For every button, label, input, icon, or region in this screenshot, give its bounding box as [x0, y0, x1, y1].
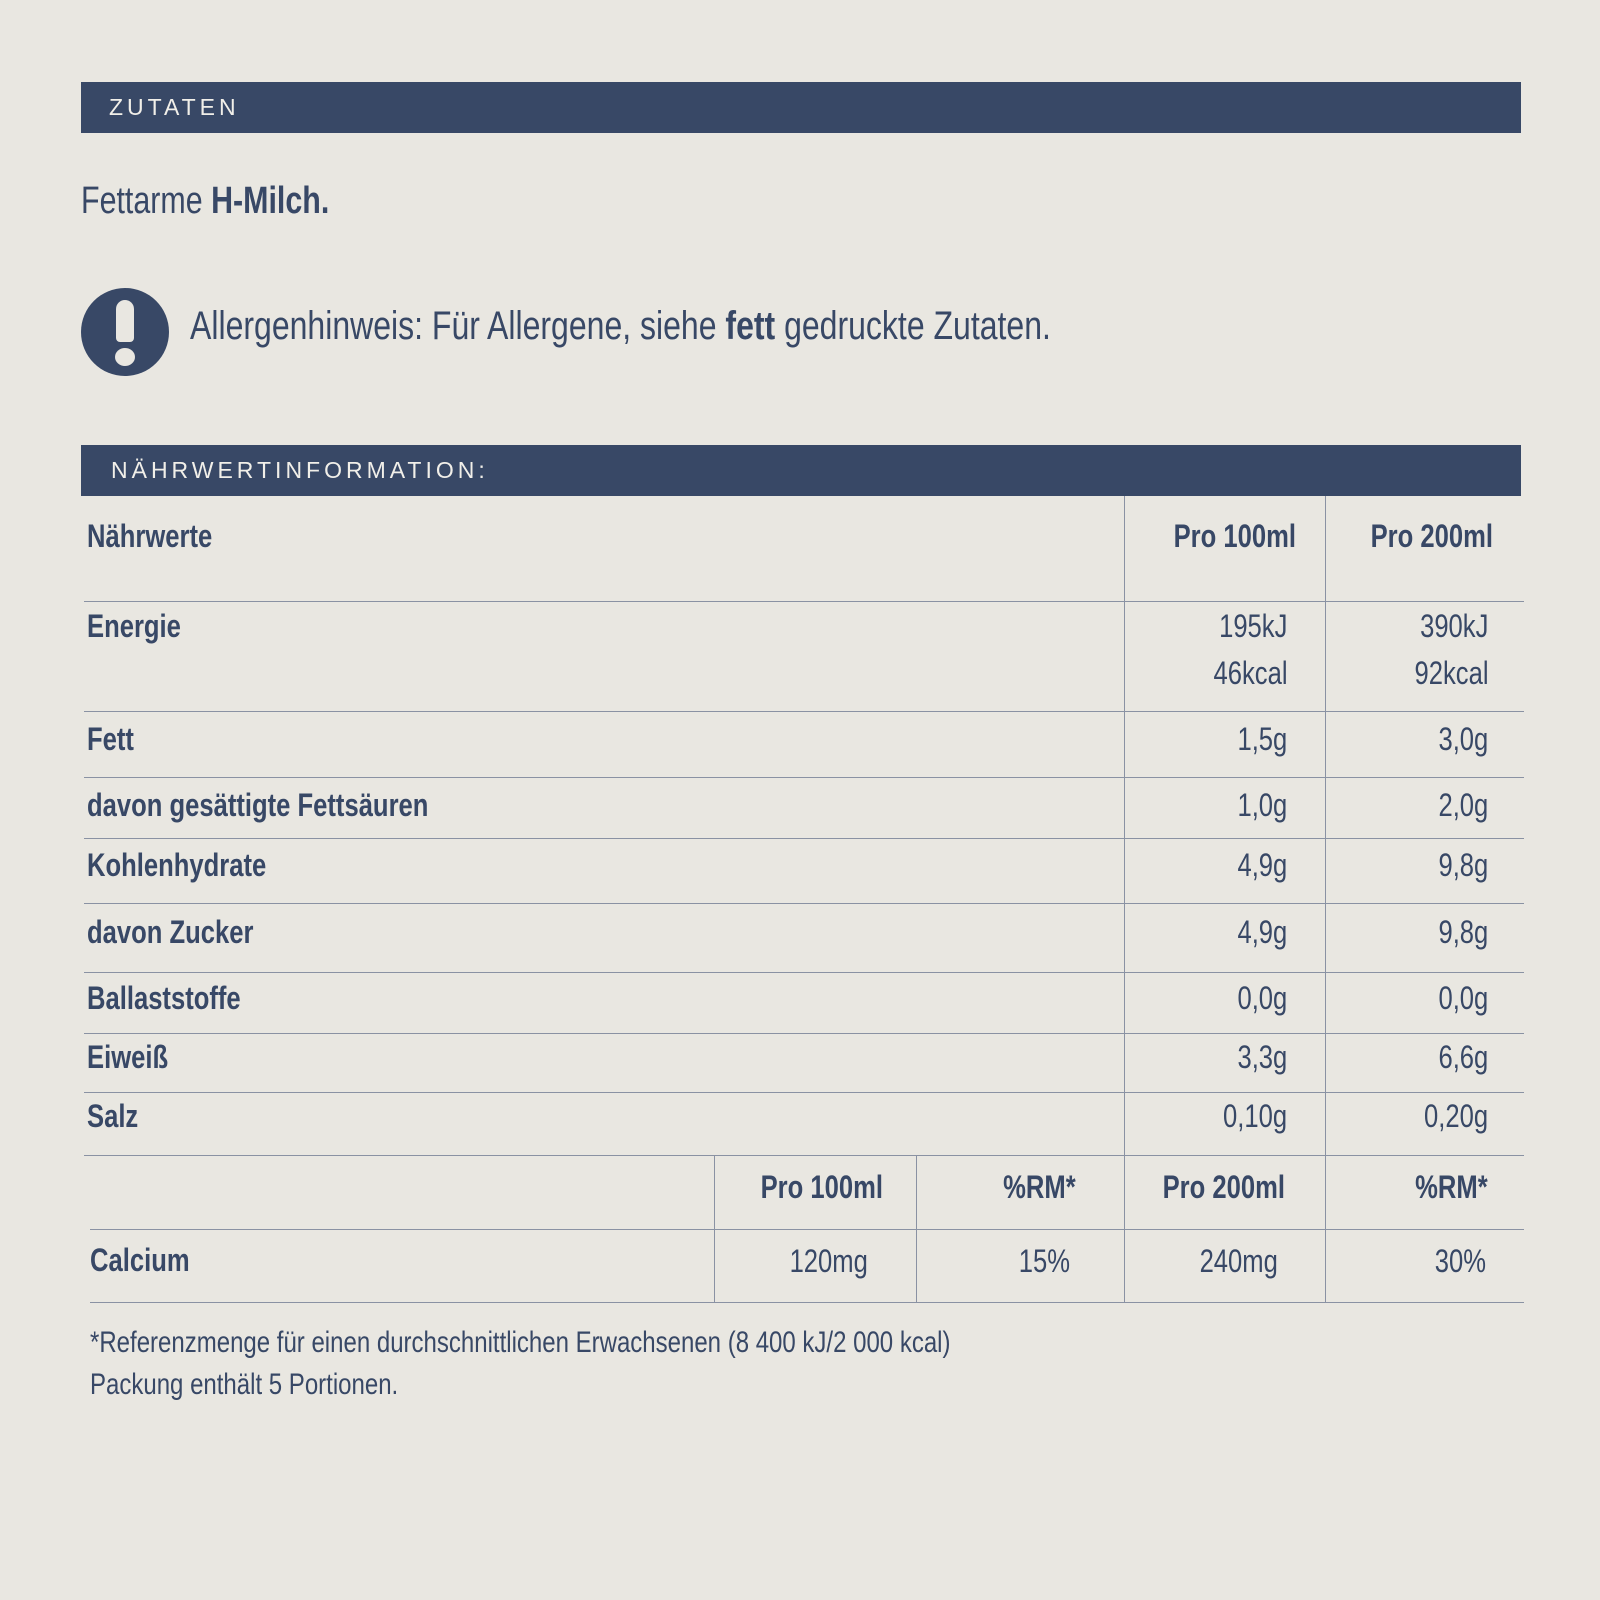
vitamin-value-200: 240mg: [1199, 1243, 1278, 1279]
vitamin-value-100: 120mg: [789, 1243, 868, 1279]
nutrition-heading-bar: [81, 445, 1521, 496]
vitamin-rm-100: 15%: [1018, 1243, 1070, 1279]
row-divider: [90, 1302, 1524, 1303]
nutrient-label: davon gesättigte Fettsäuren: [87, 787, 429, 823]
exclamation-icon: [81, 288, 169, 376]
nutrient-value-200: 0,0g: [1438, 980, 1488, 1016]
nutrition-header-col1: Pro 100ml: [1173, 518, 1296, 554]
row-divider: [84, 711, 1524, 712]
nutrient-value-100: 0,0g: [1237, 980, 1287, 1016]
footnote-line2: Packung enthält 5 Portionen.: [90, 1368, 399, 1401]
nutrition-header-label: Nährwerte: [87, 518, 213, 554]
vitamin-header-rm100: %RM*: [1003, 1169, 1076, 1205]
row-divider: [84, 1092, 1524, 1093]
nutrient-value-100: 4,9g: [1237, 914, 1287, 950]
nutrition-header-col2: Pro 200ml: [1370, 518, 1493, 554]
nutrient-label: Salz: [87, 1098, 139, 1134]
ingredients-text: [81, 180, 391, 223]
nutrient-value-200: 9,8g: [1438, 847, 1488, 883]
row-divider: [90, 1229, 1524, 1230]
nutrient-value-100: 3,3g: [1237, 1039, 1287, 1075]
allergen-notice: [190, 304, 1266, 349]
nutrient-value-100: 4,9g: [1237, 847, 1287, 883]
nutrient-value-100: 0,10g: [1222, 1098, 1287, 1134]
allergen-text-after: gedruckte Zutaten.: [775, 304, 1051, 348]
nutrient-value-200: 6,6g: [1438, 1039, 1488, 1075]
nutrition-heading: NÄHRWERTINFORMATION:: [111, 457, 489, 483]
ingredients-plain: Fettarme: [81, 180, 212, 222]
nutrient-value-100-kcal: 46kcal: [1213, 655, 1287, 691]
row-divider: [84, 838, 1524, 839]
vitamin-header-rm200: %RM*: [1415, 1169, 1488, 1205]
nutrient-label: Energie: [87, 608, 181, 644]
footnote: [90, 1322, 1166, 1406]
ingredients-heading-bar: [81, 82, 1521, 133]
col-divider: [1124, 496, 1125, 1302]
vitamin-header-pro200: Pro 200ml: [1162, 1169, 1285, 1205]
nutrient-label: Ballaststoffe: [87, 980, 241, 1016]
row-divider: [84, 1155, 1524, 1156]
vitamin-header-pro100: Pro 100ml: [760, 1169, 883, 1205]
col-divider: [1325, 496, 1326, 1302]
nutrient-value-200: 0,20g: [1423, 1098, 1488, 1134]
row-divider: [84, 777, 1524, 778]
nutrient-value-100: 1,0g: [1237, 787, 1287, 823]
vitamin-rm-200: 30%: [1434, 1243, 1486, 1279]
nutrient-label: Kohlenhydrate: [87, 847, 267, 883]
row-divider: [84, 601, 1524, 602]
nutrient-value-200: 9,8g: [1438, 914, 1488, 950]
nutrient-value-200: 390kJ: [1419, 608, 1488, 644]
allergen-text-bold: fett: [725, 304, 776, 348]
footnote-line1: *Referenzmenge für einen durchschnittlichen Erwachsenen (8 400 kJ/2 000 kcal): [90, 1326, 951, 1359]
ingredients-bold: H-Milch.: [211, 180, 330, 222]
allergen-text-before: Allergenhinweis: Für Allergene, siehe: [190, 304, 726, 348]
nutrient-value-200-kcal: 92kcal: [1414, 655, 1488, 691]
nutrient-value-100: 195kJ: [1218, 608, 1287, 644]
nutrient-value-200: 3,0g: [1438, 721, 1488, 757]
ingredients-heading: ZUTATEN: [109, 94, 240, 120]
nutrient-label: Eiweiß: [87, 1039, 169, 1075]
row-divider: [84, 972, 1524, 973]
row-divider: [84, 1033, 1524, 1034]
vitamin-label: Calcium: [90, 1242, 190, 1278]
nutrient-value-200: 2,0g: [1438, 787, 1488, 823]
nutrient-label: davon Zucker: [87, 914, 254, 950]
nutrient-value-100: 1,5g: [1237, 721, 1287, 757]
nutrient-label: Fett: [87, 721, 134, 757]
row-divider: [84, 903, 1524, 904]
